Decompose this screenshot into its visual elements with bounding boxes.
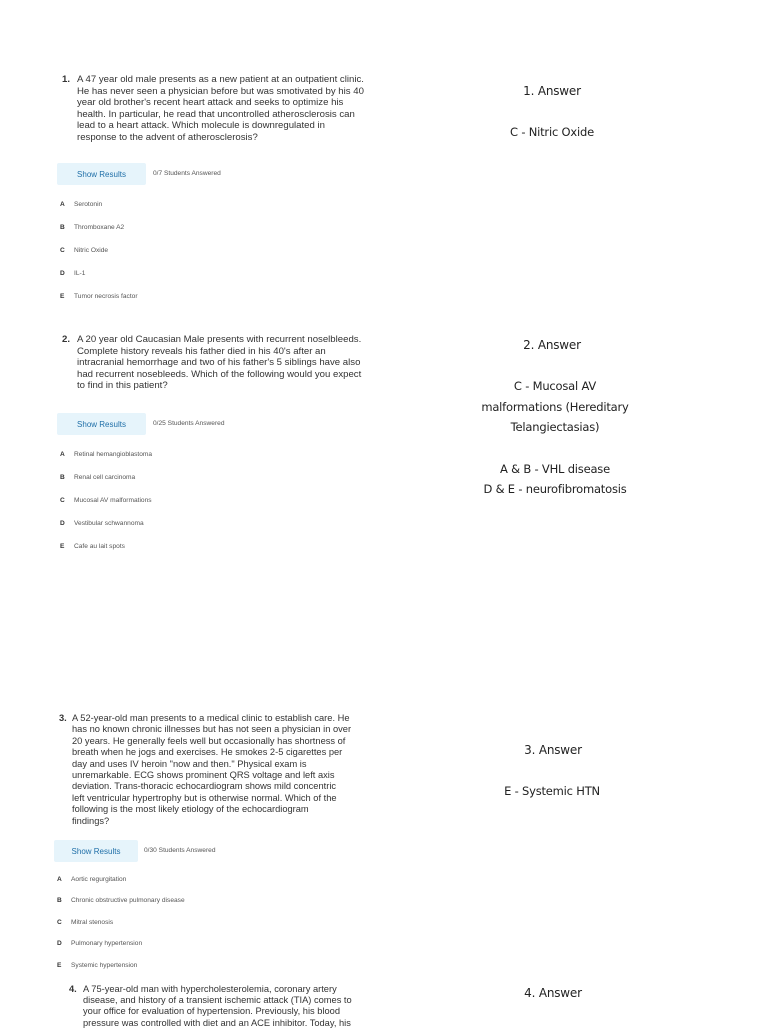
note-1-heading: 1. Answer	[523, 84, 581, 98]
option-text: IL-1	[74, 270, 86, 277]
option-letter: E	[57, 962, 62, 969]
stem-line: pressure was controlled with diet and an ACE inhibitor. Today, his	[83, 1017, 351, 1028]
option-b[interactable]	[60, 224, 124, 231]
option-letter: D	[60, 270, 65, 277]
note-3-line: E - Systemic HTN	[504, 784, 600, 798]
option-c[interactable]	[57, 919, 113, 926]
option-letter: B	[57, 897, 62, 904]
option-text: Tumor necrosis factor	[74, 293, 138, 300]
note-2-line: A & B - VHL disease	[500, 462, 610, 476]
note-2-line: Telangiectasias)	[510, 420, 600, 434]
option-letter: C	[57, 919, 62, 926]
stem-line: has no known chronic illnesses but has not seen a physician in over	[72, 724, 352, 735]
stem-line: following is the most likely etiology of the echocardiogram	[72, 804, 309, 815]
show-results-button[interactable]: Show Results	[57, 413, 146, 435]
option-text: Pulmonary hypertension	[71, 940, 143, 947]
question-number: 1.	[62, 74, 71, 85]
option-e[interactable]	[60, 543, 125, 550]
note-2-line: D & E - neurofibromatosis	[483, 482, 627, 496]
stem-line: intracranial hemorrhage and two of his father's 5 siblings have also	[77, 357, 361, 369]
stem-line: to find in this patient?	[77, 380, 168, 392]
option-text: Mucosal AV malformations	[74, 497, 152, 504]
students-answered-count: 0/25 Students Answered	[153, 420, 225, 427]
show-results-button[interactable]: Show Results	[54, 840, 138, 862]
question-4	[69, 984, 352, 1029]
option-letter: C	[60, 497, 65, 504]
option-text: Nitric Oxide	[74, 247, 109, 254]
note-2-heading: 2. Answer	[523, 338, 581, 352]
option-c[interactable]	[60, 497, 152, 504]
option-e[interactable]	[57, 962, 137, 969]
question-1	[62, 74, 364, 144]
option-letter: E	[60, 293, 65, 300]
note-4-heading: 4. Answer	[524, 986, 582, 1000]
stem-line: unremarkable. ECG shows prominent QRS voltage and left axis	[72, 770, 335, 781]
note-1-line: C - Nitric Oxide	[510, 125, 594, 139]
stem-line: A 75-year-old man with hypercholesterolemia, coronary artery	[83, 984, 337, 994]
stem-line: day and uses IV heroin "now and then." Physical exam is	[72, 758, 307, 769]
option-letter: B	[60, 474, 65, 481]
stem-line: He has never seen a physician before but was smotivated by his 40	[77, 85, 364, 97]
option-d[interactable]	[60, 520, 144, 527]
stem-line: A 52-year-old man presents to a medical clinic to establish care. He	[72, 713, 350, 723]
stem-line: your office for evaluation of hypertension. Previously, his blood	[83, 1006, 341, 1017]
question-stem	[69, 984, 352, 1029]
option-letter: A	[57, 876, 62, 883]
option-letter: D	[57, 940, 62, 947]
option-text: Renal cell carcinoma	[74, 474, 136, 481]
option-letter: E	[60, 543, 65, 550]
option-text: Mitral stenosis	[71, 919, 114, 926]
option-text: Chronic obstructive pulmonary disease	[71, 897, 185, 904]
stem-line: left ventricular hypertrophy but is otherwise normal. Which of the	[72, 792, 337, 803]
question-stem	[59, 713, 351, 827]
stem-line: had recurrent nosebleeds. Which of the following would you expect	[77, 368, 362, 380]
students-answered-count: 0/30 Students Answered	[144, 847, 216, 854]
option-letter: B	[60, 224, 65, 231]
stem-line: disease, and history of a transient ischemic attack (TIA) comes to	[83, 995, 352, 1006]
option-text: Retinal hemangioblastoma	[74, 451, 153, 458]
option-e[interactable]	[60, 293, 138, 300]
students-answered-count: 0/7 Students Answered	[153, 170, 221, 177]
option-text: Systemic hypertension	[71, 962, 138, 969]
option-b[interactable]	[57, 897, 185, 904]
option-text: Cafe au lait spots	[74, 543, 125, 550]
stem-line: health. In particular, he read that uncontrolled atherosclerosis can	[77, 108, 355, 120]
stem-line: response to the advent of atherosclerosis?	[77, 131, 258, 143]
option-letter: D	[60, 520, 65, 527]
stem-line: year old brother's recent heart attack and seeks to optimize his	[77, 97, 344, 109]
show-results-button[interactable]: Show Results	[57, 163, 146, 185]
question-2	[62, 334, 361, 392]
option-c[interactable]	[60, 247, 108, 254]
option-text: Vestibular schwannoma	[74, 520, 144, 527]
question-stem	[62, 334, 361, 392]
option-letter: C	[60, 247, 65, 254]
stem-line: A 20 year old Caucasian Male presents with recurrent noselbleeds.	[77, 334, 362, 345]
stem-line: A 47 year old male presents as a new patient at an outpatient clinic.	[77, 74, 364, 85]
option-text: Serotonin	[74, 201, 103, 208]
option-text: Aortic regurgitation	[71, 876, 127, 883]
stem-line: breath when he jogs and exercises. He smokes 2-5 cigarettes per	[72, 747, 343, 758]
stem-line: Complete history reveals his father died in his 40's after an	[77, 345, 326, 357]
stem-line: deviation. Trans-thoracic echocardiogram shows mild concentric	[72, 781, 337, 792]
option-a[interactable]	[60, 201, 102, 208]
note-3-heading: 3. Answer	[524, 743, 582, 757]
option-a[interactable]	[57, 876, 126, 883]
stem-line: 20 years. He generally feels well but occasionally has shortness of	[72, 735, 346, 746]
option-d[interactable]	[57, 940, 142, 947]
question-number: 2.	[62, 334, 71, 345]
question-stem	[62, 74, 364, 144]
option-text: Thromboxane A2	[74, 224, 125, 231]
option-b[interactable]	[60, 474, 135, 481]
stem-line: findings?	[72, 815, 110, 826]
question-number: 3.	[59, 713, 67, 723]
question-3	[59, 713, 351, 827]
stem-line: lead to a heart attack. Which molecule is downregulated in	[77, 120, 325, 132]
option-d[interactable]	[60, 270, 85, 277]
option-letter: A	[60, 451, 65, 458]
note-2-line: malformations (Hereditary	[481, 400, 629, 414]
option-a[interactable]	[60, 451, 152, 458]
note-2-line: C - Mucosal AV	[513, 379, 597, 393]
option-letter: A	[60, 201, 65, 208]
question-number: 4.	[69, 984, 77, 994]
